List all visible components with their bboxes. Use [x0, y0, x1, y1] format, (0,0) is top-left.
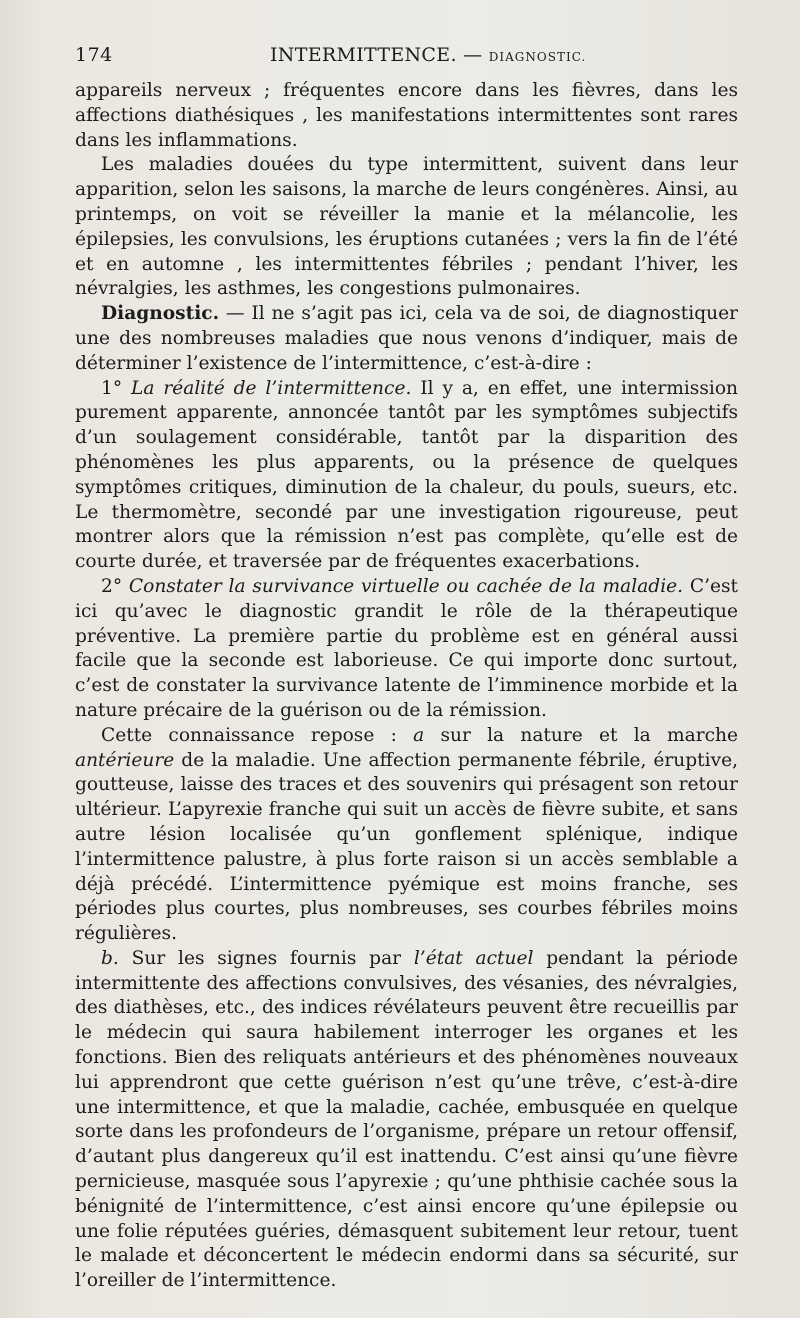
item-2-number: 2° [101, 575, 129, 597]
item-1-title: La réalité de l’intermittence. [131, 377, 412, 399]
section-heading: Diagnostic. [101, 303, 220, 325]
paragraph-a-text: de la maladie. Une affection permanente fébrile, éruptive, goutteuse, laisse des traces et des souvenirs qui présagent son retour ultérieur. L’apyrexie franche qui suit un accès de fièvre subite, et sans autre lésion localisée qu’un gonflement splénique, indique l’intermittence palustre, à plus forte raison si un accès semblable a déjà précédé. L’intermittence pyémique est moins franche, ses périodes plus courtes, plus nombreuses, ses courbes fébriles moins régulières. [75, 749, 738, 945]
paragraph-a-mid: sur la nature et la marche [424, 724, 738, 746]
paragraph-b-italic: l’état actuel [413, 947, 534, 969]
paragraph-a-italic: antérieure [75, 749, 175, 771]
running-head [270, 44, 586, 66]
running-head-separator: — [463, 44, 483, 66]
paragraph-2: Les maladies douées du type intermittent, suivent dans leur apparition, selon les saisons, la marche de leurs congénères. Ainsi, au printemps, on voit se réveiller la manie et la mélancolie, les épilepsies, les convulsions, les éruptions cutanées ; vers la fin de l’été et en automne , les intermittentes fébriles ; pendant l’hiver, les névralgies, les asthmes, les congestions pulmonaires. [75, 154, 738, 300]
paragraph-a-intro: Cette connaissance repose : [101, 724, 414, 746]
paragraph-a [75, 724, 738, 947]
paragraph-diagnostic [75, 302, 738, 376]
paragraph-item-2 [75, 575, 738, 724]
paragraph-b-intro: Sur les signes fournis par [118, 947, 414, 969]
item-1-number: 1° [101, 377, 132, 399]
item-2-text: C’est ici qu’avec le diagnostic grandit le rôle de la thérapeutique préventive. La première partie du problème est en général aussi facile que la seconde est laborieuse. Ce qui importe donc surtout, c’est de constater la survivance latente de l’imminence morbide et la nature précaire de la guérison ou de la rémission. [75, 575, 738, 721]
item-2-title: Constater la survivance virtuelle ou cachée de la maladie. [128, 575, 684, 597]
running-head-subtitle: DIAGNOSTIC. [488, 50, 587, 64]
body-text [75, 79, 738, 1294]
page-number: 174 [75, 44, 113, 66]
paragraph-diagnostic-text: — Il ne s’agit pas ici, cela va de soi, de diagnostiquer une des nombreuses maladies que nous venons d’indiquer, mais de déterminer l’existence de l’intermittence, c’est-à-dire : [75, 303, 738, 374]
running-head-title: INTERMITTENCE. [270, 44, 457, 66]
item-1-text: Il y a, en effet, une intermission purement apparente, annoncée tantôt par les symptômes subjectifs d’un soulagement considérable, tantôt par la disparition des phénomènes les plus apparents, ou la présence de quelques symptômes critiques, diminution de la chaleur, du pouls, sueurs, etc. Le thermomètre, secondé par une investigation rigoureuse, peut montrer alors que la rémission n’est pas complète, qu’elle est de courte durée, et traversée par de fréquentes exacerbations. [75, 377, 739, 573]
paragraph-b-text: pendant la période intermittente des affections convulsives, des vésanies, des névralgies, des diathèses, etc., des indices révélateurs peuvent être recueillis par le médecin qui saura habilement interroger les organes et les fonctions. Bien des reliquats antérieurs et des phénomènes nouveaux lui apprendront que cette guérison n’est qu’une trêve, c’est-à-dire une intermittence, et que la maladie, cachée, embusquée en quelque sorte dans les profondeurs de l’organisme, prépare un retour offensif, d’autant plus dangereux qu’il est inattendu. C’est ainsi qu’une fièvre pernicieuse, masquée sous l’apyrexie ; qu’une phthisie cachée sous la bénignité de l’intermittence, c’est ainsi encore qu’une épilepsie ou une folie réputées guéries, démasquent subitement leur retour, tuent le malade et déconcertent le médecin endormi dans sa sécurité, sur l’oreiller de l’intermittence. [75, 947, 738, 1292]
paragraph-item-1 [75, 377, 738, 575]
paragraph-1: appareils nerveux ; fréquentes encore dans les fièvres, dans les affections diathésiques , les manifestations intermittentes sont rares dans les inflammations. [75, 80, 738, 151]
page-header [75, 44, 735, 72]
paragraph-a-letter: a [413, 724, 425, 746]
paragraph-b-letter: b. [101, 947, 119, 969]
paragraph-b [75, 947, 738, 1294]
